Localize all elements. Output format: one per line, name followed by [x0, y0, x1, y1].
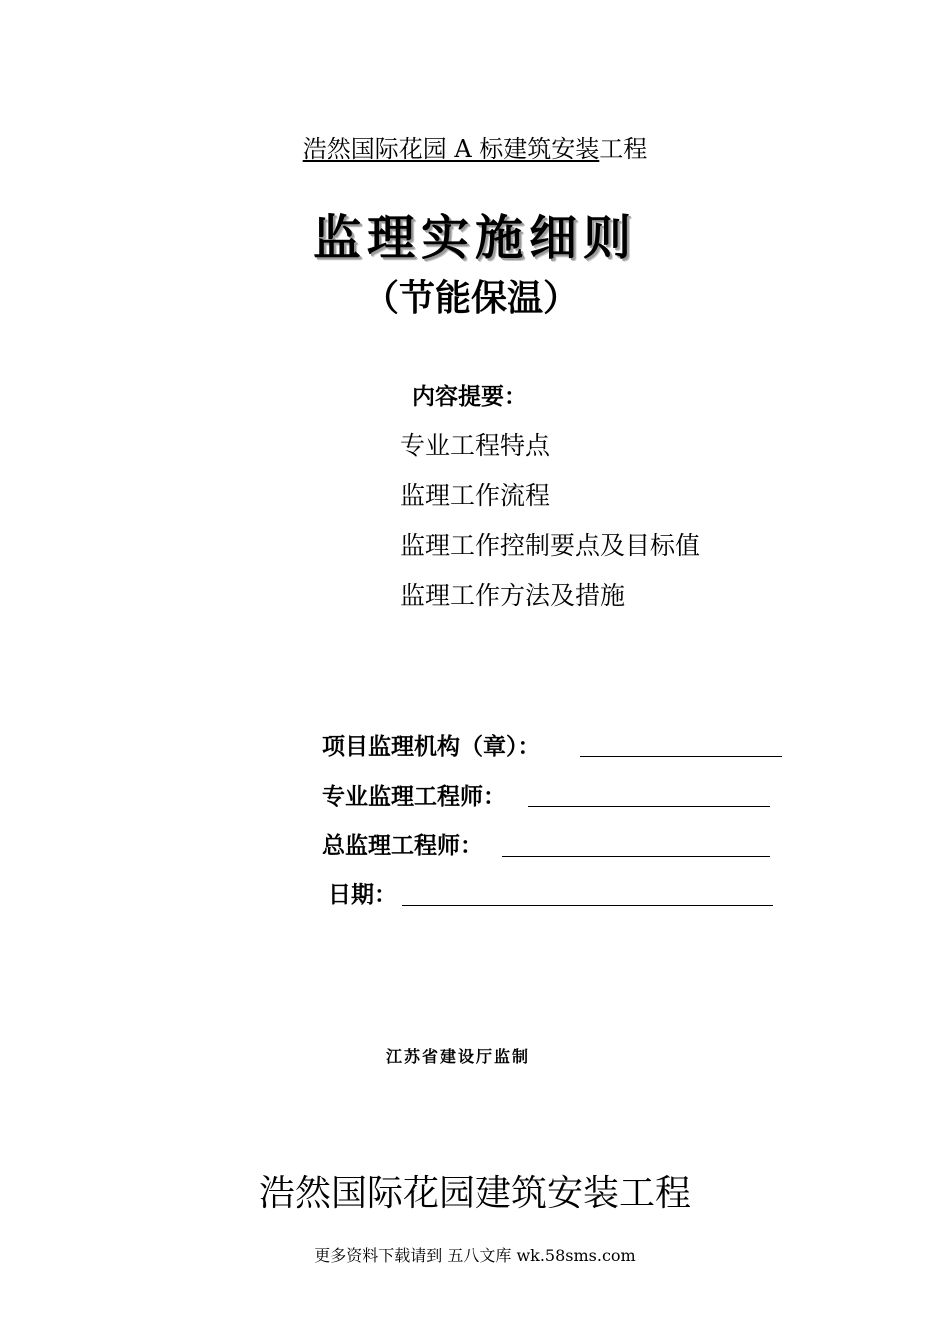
specialist-engineer-label: 专业监理工程师： [322, 784, 506, 810]
specialist-engineer-line[interactable] [528, 806, 770, 807]
download-note: 更多资料下载请到 五八文库 wk.58sms.com [314, 1246, 636, 1265]
document-title: 监理实施细则 [312, 210, 637, 266]
summary-item: 监理工作控制要点及目标值 [400, 531, 701, 560]
project-title-rest: 工程 [599, 135, 648, 163]
footer-project-title: 浩然国际花园建筑安装工程 [258, 1173, 691, 1214]
org-stamp-label: 项目监理机构（章）： [322, 734, 541, 760]
project-title [0, 132, 950, 166]
org-stamp-line[interactable] [580, 756, 782, 757]
summary-item: 监理工作流程 [400, 481, 551, 510]
summary-item: 监理工作方法及措施 [400, 581, 626, 610]
document-subtitle: （节能保温） [363, 278, 580, 319]
summary-heading: 内容提要： [412, 384, 527, 410]
chief-engineer-label: 总监理工程师： [322, 833, 483, 859]
project-title-underlined: 浩然国际花园 A 标建筑安装 [302, 135, 600, 163]
chief-engineer-line[interactable] [502, 856, 770, 857]
issuer-text: 江苏省建设厅监制 [386, 1047, 531, 1066]
date-line[interactable] [402, 905, 773, 906]
summary-item: 专业工程特点 [400, 431, 551, 460]
date-label: 日期： [328, 882, 397, 908]
